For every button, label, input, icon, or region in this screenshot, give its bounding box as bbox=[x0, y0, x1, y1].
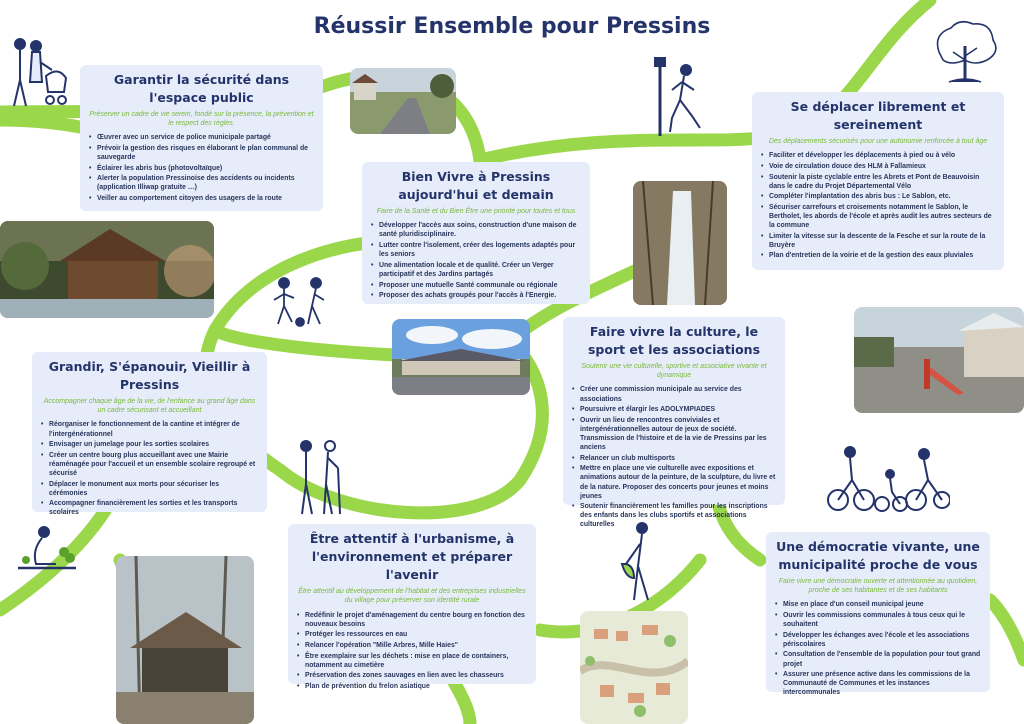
card-list bbox=[774, 600, 982, 697]
list-item: • Lutter contre l'isolement, créer des logements adaptés pour les seniors bbox=[370, 241, 582, 259]
list-item: • Être exemplaire sur les déchets : mise en place de containers, notamment au cimetière bbox=[296, 652, 528, 670]
list-item: • Éclairer les abris bus (photovoltaïque) bbox=[88, 164, 315, 173]
card-heading: Grandir, S'épanouir, Vieillir à Pressins bbox=[48, 359, 251, 393]
elderly-couple-illustration bbox=[292, 438, 350, 518]
list-item: • Préservation des zones sauvages en lien avec les chasseurs bbox=[296, 671, 528, 680]
list-item: • Consultation de l'ensemble de la population pour tout grand projet bbox=[774, 650, 982, 668]
list-item: • Soutenir la piste cyclable entre les Abrets et Pont de Beauvoisin dans le cadre du Projet Départemental Vélo bbox=[760, 173, 996, 191]
wooden-mill-photo bbox=[0, 221, 214, 318]
card-heading: Une démocratie vivante, une municipalité proche de vous bbox=[776, 539, 980, 573]
list-item: • Développer les échanges avec l'école et les associations périscolaires bbox=[774, 631, 982, 649]
shopper-woman-illustration bbox=[620, 520, 660, 604]
card-urbanisme bbox=[288, 524, 536, 690]
card-list bbox=[40, 420, 259, 517]
list-item: • Créer une commission municipale au service des associations bbox=[571, 385, 777, 403]
card-heading: Garantir la sécurité dans l'espace public bbox=[113, 72, 290, 106]
card-list bbox=[296, 611, 528, 691]
list-item: • Réorganiser le fonctionnement de la cantine et intégrer de l'intergénérationnel bbox=[40, 420, 259, 438]
list-item: • Proposer une mutuelle Santé communale ou régionale bbox=[370, 281, 582, 290]
card-subtitle: Faire vivre une démocratie ouverte et attentionnée au quotidien, proche de ses habitantes et de ses habitants bbox=[778, 578, 978, 595]
health-center-render-photo bbox=[392, 319, 530, 395]
list-item: • Envisager un jumelage pour les sorties scolaires bbox=[40, 440, 259, 449]
card-subtitle: Accompagner chaque âge de la vie, de l'enfance au grand âge dans un cadre sécurisant et accueillant bbox=[43, 398, 256, 415]
list-item: • Proposer des achats groupés pour l'accès à l'Energie. bbox=[370, 291, 582, 300]
card-subtitle: Faire de la Santé et du Bien Être une priorité pour toutes et tous bbox=[376, 208, 576, 216]
list-item: • Protéger les ressources en eau bbox=[296, 630, 528, 639]
wash-house-photo bbox=[116, 556, 254, 724]
card-heading: Faire vivre la culture, le sport et les associations bbox=[587, 324, 761, 358]
urban-plan-photo bbox=[580, 611, 688, 724]
playground-photo bbox=[854, 307, 1024, 413]
list-item: • Créer un centre bourg plus accueillant avec une Mairie réaménagée pour l'accueil et un ensemble scolaire regroupé et sécurisé bbox=[40, 451, 259, 478]
list-item: • Faciliter et développer les déplacements à pied ou à vélo bbox=[760, 151, 996, 160]
list-item: • Plan d'entretien de la voirie et de la gestion des eaux pluviales bbox=[760, 251, 996, 260]
family-cycling-illustration bbox=[820, 444, 950, 516]
list-item: • Voie de circulation douce des HLM à Fallamieux bbox=[760, 162, 996, 171]
list-item: • Prévoir la gestion des risques en élaborant le plan communal de sauvegarde bbox=[88, 144, 315, 162]
list-item: • Sécuriser carrefours et croisements notamment le Sablon, le Bertholet, les abords de l'école et après audit les autres secteurs de la commune bbox=[760, 203, 996, 230]
card-democratie bbox=[766, 532, 990, 697]
list-item: • Poursuivre et élargir les ADOLYMPIADES bbox=[571, 405, 777, 414]
card-subtitle: Être attentif au développement de l'habitat et des entreprises industrielles du village pour préserver son identité rurale bbox=[298, 588, 526, 605]
list-item: • Compléter l'implantation des abris bus : Le Sablon, etc. bbox=[760, 192, 996, 201]
card-list bbox=[760, 151, 996, 260]
list-item: • Mettre en place une vie culturelle avec expositions et animations autour de la peinture, de la sculpture, du livre et de la nature. Proposer des concerts pour jeunes et moins jeunes bbox=[571, 464, 777, 500]
list-item: • Ouvrir un lieu de rencontres conviviales et intergénérationnelles autour de jeux de société. Transmission de l'histoire et de la vie de Pressins par les anciens bbox=[571, 416, 777, 452]
list-item: • Déplacer le monument aux morts pour sécuriser les cérémonies bbox=[40, 480, 259, 498]
kids-football-illustration bbox=[268, 276, 334, 330]
page-title: Réussir Ensemble pour Pressins bbox=[313, 14, 711, 39]
list-item: • Plan de prévention du frelon asiatique bbox=[296, 682, 528, 691]
village-road-photo bbox=[350, 68, 456, 134]
card-subtitle: Préserver un cadre de vie serein, fondé sur la présence, la prévention et le respect des règles. bbox=[89, 111, 314, 128]
list-item: • Accompagner financièrement les sorties et les transports scolaires bbox=[40, 499, 259, 517]
card-heading: Se déplacer librement et sereinement bbox=[790, 99, 966, 133]
list-item: • Limiter la vitesse sur la descente de la Fesche et sur la route de la Bruyère bbox=[760, 232, 996, 250]
card-heading: Bien Vivre à Pressins aujourd'hui et demain bbox=[398, 169, 554, 203]
card-list bbox=[571, 385, 777, 529]
list-item: • Relancer un club multisports bbox=[571, 454, 777, 463]
card-grandir bbox=[32, 352, 267, 517]
list-item: • Assurer une présence active dans les commissions de la Communauté de Communes et les instances intercommunales bbox=[774, 670, 982, 697]
list-item: • Alerter la population Pressinoise des accidents ou incidents (application Illiwap gratuite …) bbox=[88, 174, 315, 192]
card-bien-vivre bbox=[362, 162, 590, 304]
card-subtitle: Des déplacements sécurisés pour une autonomie renforcée à tout âge bbox=[768, 138, 988, 146]
card-subtitle: Soutenir une vie culturelle, sportive et associative vivante et dynamique bbox=[581, 363, 767, 380]
list-item: • Développer l'accès aux soins, construction d'une maison de santé pluridisciplinaire. bbox=[370, 221, 582, 239]
waterfall-photo bbox=[633, 181, 727, 305]
tree-illustration bbox=[929, 16, 1001, 88]
list-item: • Veiller au comportement citoyen des usagers de la route bbox=[88, 194, 315, 203]
family-stroller-illustration bbox=[6, 36, 70, 110]
card-list bbox=[88, 133, 315, 203]
list-item: • Soutenir financièrement les familles pour les inscriptions des enfants dans les clubs sportifs et associations culturelles bbox=[571, 502, 777, 529]
list-item: • Une alimentation locale et de qualité. Créer un Verger participatif et des Jardins partagés bbox=[370, 261, 582, 279]
card-securite bbox=[80, 65, 323, 211]
gardener-illustration bbox=[14, 524, 80, 576]
list-item: • Ouvrir les commissions communales à tous ceux qui le souhaitent bbox=[774, 611, 982, 629]
card-list bbox=[370, 221, 582, 300]
runner-streetlamp-illustration bbox=[652, 54, 708, 138]
list-item: • Relancer l'opération "Mille Arbres, Mille Haies" bbox=[296, 641, 528, 650]
list-item: • Mise en place d'un conseil municipal jeune bbox=[774, 600, 982, 609]
card-heading: Être attentif à l'urbanisme, à l'environnement et préparer l'avenir bbox=[309, 531, 515, 583]
list-item: • Œuvrer avec un service de police municipale partagé bbox=[88, 133, 315, 142]
card-deplacer bbox=[752, 92, 1004, 270]
card-culture bbox=[563, 317, 785, 529]
list-item: • Redéfinir le projet d'aménagement du centre bourg en fonction des nouveaux besoins bbox=[296, 611, 528, 629]
